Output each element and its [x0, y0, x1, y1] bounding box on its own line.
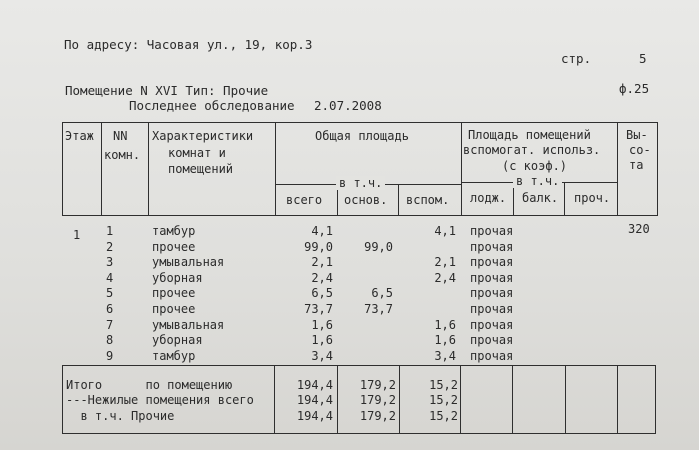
aux-type: прочая	[470, 286, 514, 300]
header-characteristics: Характеристики	[152, 129, 254, 143]
aux-type: прочая	[470, 271, 514, 285]
col-divider	[564, 182, 565, 215]
room-number: 1	[106, 224, 114, 238]
address-line: По адресу: Часовая ул., 19, кор.3	[64, 37, 313, 52]
table-top-border	[62, 122, 658, 123]
survey-label: Последнее обследование	[129, 98, 295, 113]
room-name: умывальная	[152, 255, 225, 269]
page-label: стр.	[561, 51, 592, 66]
aux-type: прочая	[470, 255, 514, 269]
totals-top-border	[62, 365, 656, 366]
room-number: 2	[106, 240, 114, 254]
totals-main: 179,2	[359, 409, 396, 423]
col-divider	[617, 122, 618, 216]
room-number: 7	[106, 318, 114, 332]
area-total: 6,5	[311, 286, 333, 300]
form-number: ф.25	[619, 81, 650, 96]
col-divider	[461, 122, 462, 216]
header-incl: в т.ч.	[336, 176, 385, 190]
header-incl2: в т.ч.	[513, 174, 562, 188]
col-divider	[148, 122, 149, 216]
totals-main: 179,2	[359, 393, 396, 407]
room-name: уборная	[152, 333, 203, 347]
totals-aux: 15,2	[429, 393, 458, 407]
room-name: прочее	[152, 286, 196, 300]
header-nn: NN	[113, 129, 128, 143]
col-divider	[460, 365, 461, 433]
header-height: Вы-	[626, 128, 648, 142]
col-divider	[62, 365, 63, 433]
totals-bottom-border	[62, 433, 656, 434]
aux-type: прочая	[470, 333, 514, 347]
room-name: прочее	[152, 240, 196, 254]
col-divider	[512, 365, 513, 433]
room-name: тамбур	[152, 349, 196, 363]
area-total: 3,4	[311, 349, 333, 363]
header-floor: Этаж	[65, 129, 94, 143]
totals-label: в т.ч. Прочие	[66, 409, 175, 423]
aux-type: прочая	[470, 349, 514, 363]
page-number: 5	[639, 51, 647, 66]
header-loggia: лодж.	[470, 191, 507, 205]
area-total: 1,6	[311, 333, 333, 347]
header-aux-area: (с коэф.)	[502, 159, 568, 173]
area-aux: 1,6	[434, 333, 456, 347]
header-total: всего	[286, 193, 323, 207]
aux-type: прочая	[470, 318, 514, 332]
room-number: 4	[106, 271, 114, 285]
header-balcony: балк.	[522, 191, 559, 205]
area-total: 2,4	[311, 271, 333, 285]
totals-total: 194,4	[296, 378, 333, 392]
area-aux: 2,1	[434, 255, 456, 269]
area-total: 1,6	[311, 318, 333, 332]
area-total: 4,1	[311, 224, 333, 238]
col-divider	[657, 122, 658, 216]
survey-date: 2.07.2008	[314, 98, 382, 113]
col-divider	[62, 122, 63, 216]
totals-aux: 15,2	[429, 378, 458, 392]
totals-main: 179,2	[359, 378, 396, 392]
area-main: 73,7	[364, 302, 393, 316]
header-height: та	[629, 158, 644, 172]
area-aux: 1,6	[434, 318, 456, 332]
area-main: 6,5	[371, 286, 393, 300]
area-aux: 2,4	[434, 271, 456, 285]
totals-label: ---Нежилые помещения всего	[66, 393, 254, 407]
totals-total: 194,4	[296, 393, 333, 407]
aux-type: прочая	[470, 240, 514, 254]
col-divider	[101, 122, 102, 216]
room-number: 6	[106, 302, 114, 316]
header-aux: вспом.	[406, 193, 450, 207]
col-divider	[617, 365, 618, 433]
height-value: 320	[628, 222, 650, 236]
col-divider	[565, 365, 566, 433]
table-header-bottom-border	[62, 215, 658, 216]
room-number: 9	[106, 349, 114, 363]
room-line: Помещение N XVI Тип: Прочие	[65, 83, 269, 98]
col-divider	[398, 184, 399, 215]
header-main: основ.	[344, 193, 388, 207]
room-name: умывальная	[152, 318, 225, 332]
aux-type: прочая	[470, 224, 514, 238]
header-aux-area: Площадь помещений	[468, 128, 591, 142]
room-name: тамбур	[152, 224, 196, 238]
totals-aux: 15,2	[429, 409, 458, 423]
header-characteristics: помещений	[168, 162, 234, 176]
totals-label: Итого по помещению	[66, 378, 233, 392]
aux-type: прочая	[470, 302, 514, 316]
header-total-area: Общая площадь	[315, 129, 409, 143]
col-divider	[655, 365, 656, 433]
area-aux: 4,1	[434, 224, 456, 238]
floor-value: 1	[73, 228, 81, 242]
header-characteristics: комнат и	[168, 146, 226, 160]
header-aux-area: вспомогат. использ.	[463, 143, 601, 157]
header-nn-sub: комн.	[104, 148, 141, 162]
room-number: 5	[106, 286, 114, 300]
room-number: 8	[106, 333, 114, 347]
header-height: со-	[629, 143, 651, 157]
area-aux: 3,4	[434, 349, 456, 363]
room-name: прочее	[152, 302, 196, 316]
header-other: проч.	[574, 191, 611, 205]
area-total: 99,0	[304, 240, 333, 254]
totals-total: 194,4	[296, 409, 333, 423]
area-total: 73,7	[304, 302, 333, 316]
area-main: 99,0	[364, 240, 393, 254]
room-name: уборная	[152, 271, 203, 285]
col-divider	[275, 122, 276, 216]
room-number: 3	[106, 255, 114, 269]
area-total: 2,1	[311, 255, 333, 269]
